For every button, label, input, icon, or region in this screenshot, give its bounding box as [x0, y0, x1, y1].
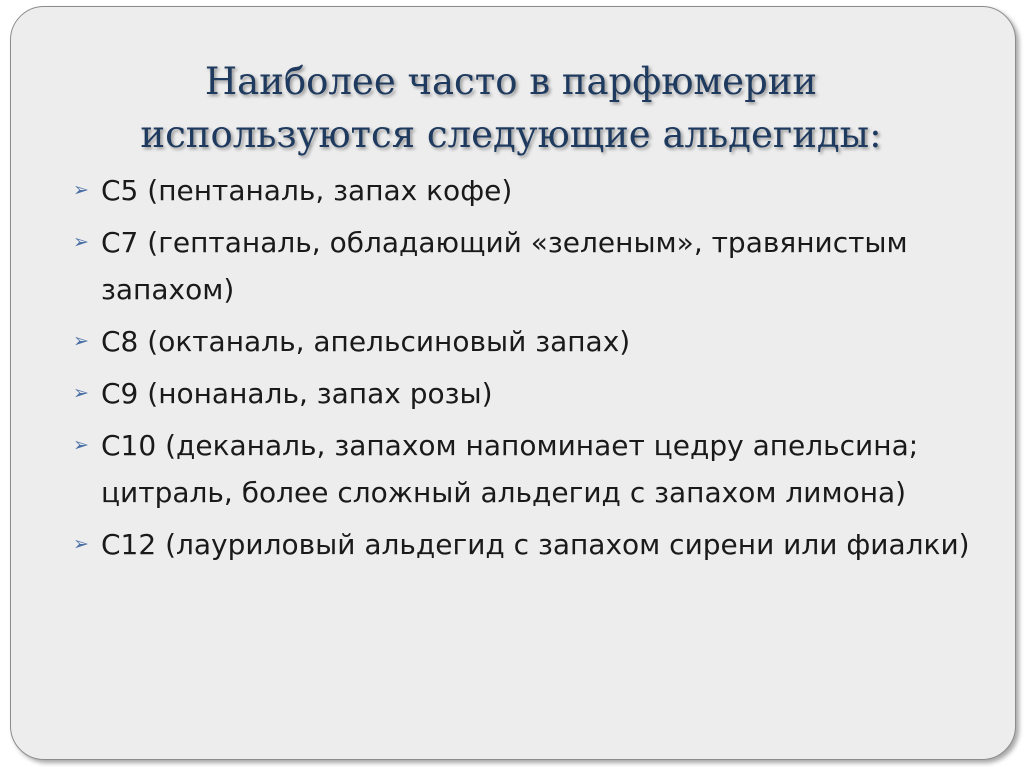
list-item-text: С8 (октаналь, апельсиновый запах): [101, 325, 631, 358]
list-item-text: С12 (лауриловый альдегид с запахом сирени или фиалки): [101, 528, 970, 561]
list-item-c7: [73, 219, 973, 313]
list-item-text: С7 (гептаналь, обладающий «зеленым», травянистым запахом): [101, 226, 908, 306]
list-item-text: С5 (пентаналь, запах кофе): [101, 174, 513, 207]
arrow-bullet-icon: ➢: [73, 533, 89, 555]
list-item-text: С9 (нонаналь, запах розы): [101, 377, 493, 410]
arrow-bullet-icon: ➢: [73, 231, 89, 253]
arrow-bullet-icon: ➢: [73, 179, 89, 201]
list-item-c5: [73, 167, 973, 214]
slide-title-line-2: используются следующие альдегиды:: [140, 113, 882, 156]
arrow-bullet-icon: ➢: [73, 434, 89, 456]
slide-frame: [10, 6, 1016, 760]
slide-title: [101, 55, 921, 161]
slide-title-line-1: Наиболее часто в парфюмерии: [204, 60, 818, 103]
list-item-c12: [73, 521, 973, 568]
list-item-c9: [73, 370, 973, 417]
arrow-bullet-icon: ➢: [73, 382, 89, 404]
list-item-text: С10 (деканаль, запахом напоминает цедру апельсина; цитраль, более сложный альдегид с запахом лимона): [101, 429, 919, 509]
aldehyde-list: [73, 167, 973, 573]
arrow-bullet-icon: ➢: [73, 330, 89, 352]
list-item-c10: [73, 422, 973, 516]
list-item-c8: [73, 318, 973, 365]
